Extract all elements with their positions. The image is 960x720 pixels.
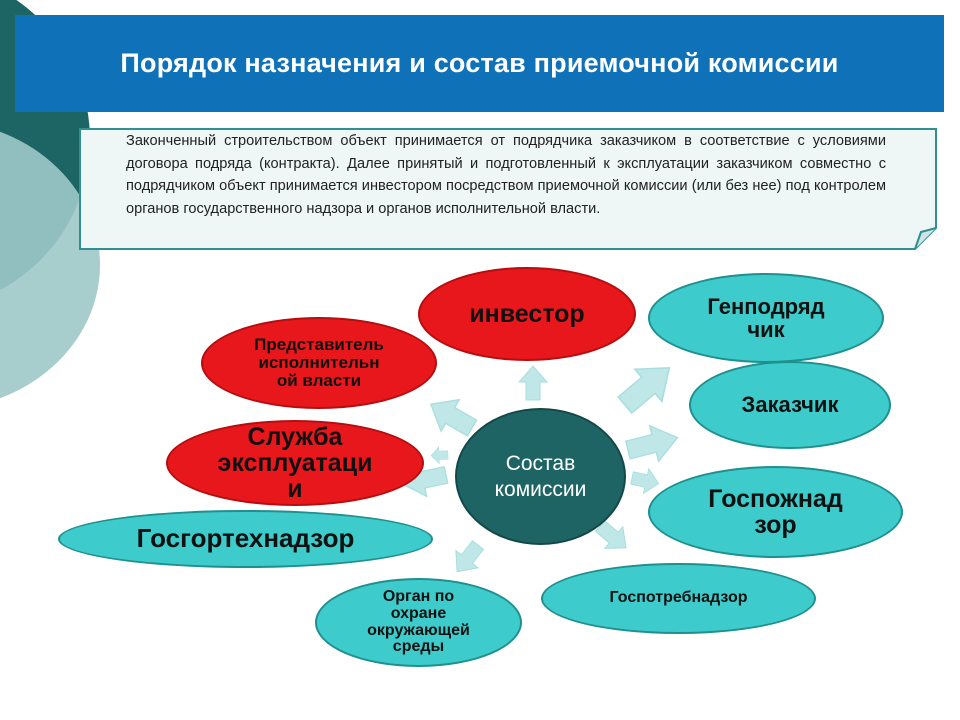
note-text: Законченный строительством объект принимается от подрядчика заказчиком в соответствие с условиями договора подряда (контракта). Далее принятый и подготовленный к эксплуатации заказчиком совместно с подрядчиком объект принимается инвестором посредством приемочной комиссии (или без нее) под контролем органов государственного надзора и органов исполнительной власти. <box>126 133 886 217</box>
center-commission-composition: Состав комиссии <box>455 408 626 545</box>
node-gosgortekhnadzor: Госгортехнадзор <box>58 510 433 568</box>
arrow-to-investor <box>519 366 547 400</box>
arrow-to-environment <box>446 536 489 580</box>
arrow-to-contractor <box>612 352 683 421</box>
arrow-to-operation <box>431 447 449 464</box>
node-general-contractor: Генподряд чик <box>648 273 884 363</box>
node-gospozhnadzor: Госпожнад зор <box>648 466 903 558</box>
node-investor: инвестор <box>418 267 636 361</box>
node-gospotrebnadzor: Госпотребнадзор <box>541 563 816 634</box>
arrow-to-gospozhnad <box>629 466 661 496</box>
arrow-to-customer <box>624 420 682 468</box>
node-operation-service: Служба эксплуатаци и <box>166 420 424 506</box>
node-executive-representative: Представитель исполнительн ой власти <box>201 317 437 409</box>
node-customer: Заказчик <box>689 361 891 449</box>
page-title: Порядок назначения и состав приемочной комиссии <box>15 15 944 112</box>
node-environment-authority: Орган по охране окружающей среды <box>315 578 522 667</box>
